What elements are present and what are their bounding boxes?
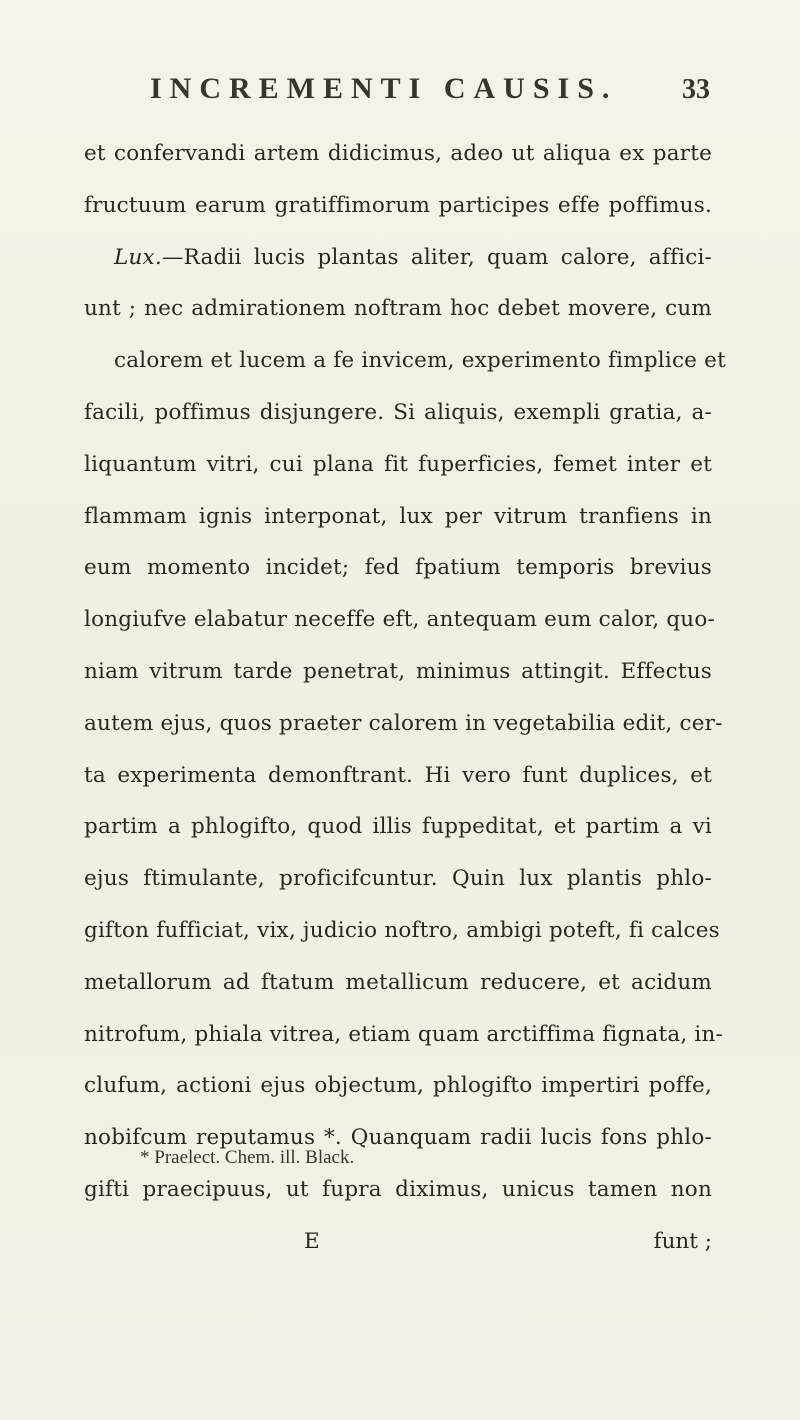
- text-line: nitrofum, phiala vitrea, etiam quam arctiffima fignata, in-: [84, 1021, 724, 1047]
- text-line: autem ejus, quos praeter calorem in vegetabilia edit, cer-: [84, 710, 723, 736]
- text-line: eum momento incidet; fed fpatium temporis brevius: [84, 555, 712, 581]
- text-line: flammam ignis interponat, lux per vitrum tranfiens in: [84, 503, 712, 529]
- text-line: partim a phlogifto, quod illis fuppeditat, et partim a vi: [84, 814, 712, 840]
- text-line: ta experimenta demonftrant. Hi vero funt duplices, et: [84, 762, 712, 788]
- catch-row: [84, 1216, 712, 1268]
- text-line: facili, poffimus disjungere. Si aliquis, exempli gratia, a-: [84, 399, 712, 425]
- text-line: niam vitrum tarde penetrat, minimus attingit. Effectus: [84, 658, 712, 684]
- text-line: gifti praecipuus, ut fupra diximus, unicus tamen non: [84, 1176, 712, 1202]
- text-line: gifton fufficiat, vix, judicio noftro, ambigi poteft, fi calces: [84, 917, 720, 943]
- text-line: et confervandi artem didicimus, adeo ut aliqua ex parte: [84, 141, 712, 166]
- text-line: liquantum vitri, cui plana fit fuperficies, femet inter et: [84, 451, 712, 477]
- running-head: [150, 72, 710, 112]
- text-line: nobifcum reputamus *. Quanquam radii lucis fons phlo-: [84, 1125, 712, 1151]
- text-line: unt ; nec admirationem noftram hoc debet movere, cum: [84, 296, 712, 322]
- text-line: clufum, actioni ejus objectum, phlogifto impertiri poffe,: [84, 1073, 712, 1099]
- text-line-lux: [84, 232, 712, 284]
- lux-line-rest: —Radii lucis plantas aliter, quam calore, affici-: [161, 244, 712, 270]
- page-number: 33: [682, 74, 710, 105]
- text-line: longiufve elabatur neceffe eft, antequam eum calor, quo-: [84, 607, 715, 633]
- lux-heading: Lux.: [114, 244, 162, 270]
- text-line: metallorum ad ftatum metallicum reducere, et acidum: [84, 969, 712, 995]
- body-text: [84, 128, 726, 1268]
- text-line: calorem et lucem a fe invicem, experimento fimplice et: [114, 348, 726, 374]
- catchword: funt ;: [653, 1228, 712, 1254]
- signature-mark: E: [304, 1228, 320, 1254]
- running-title: INCREMENTI CAUSIS.: [150, 72, 618, 105]
- text-line: fructuum earum gratiffimorum participes effe poffimus.: [84, 192, 712, 218]
- text-line: ejus ftimulante, proficifcuntur. Quin lux plantis phlo-: [84, 866, 712, 892]
- footnote: * Praelect. Chem. ill. Black.: [140, 1147, 355, 1168]
